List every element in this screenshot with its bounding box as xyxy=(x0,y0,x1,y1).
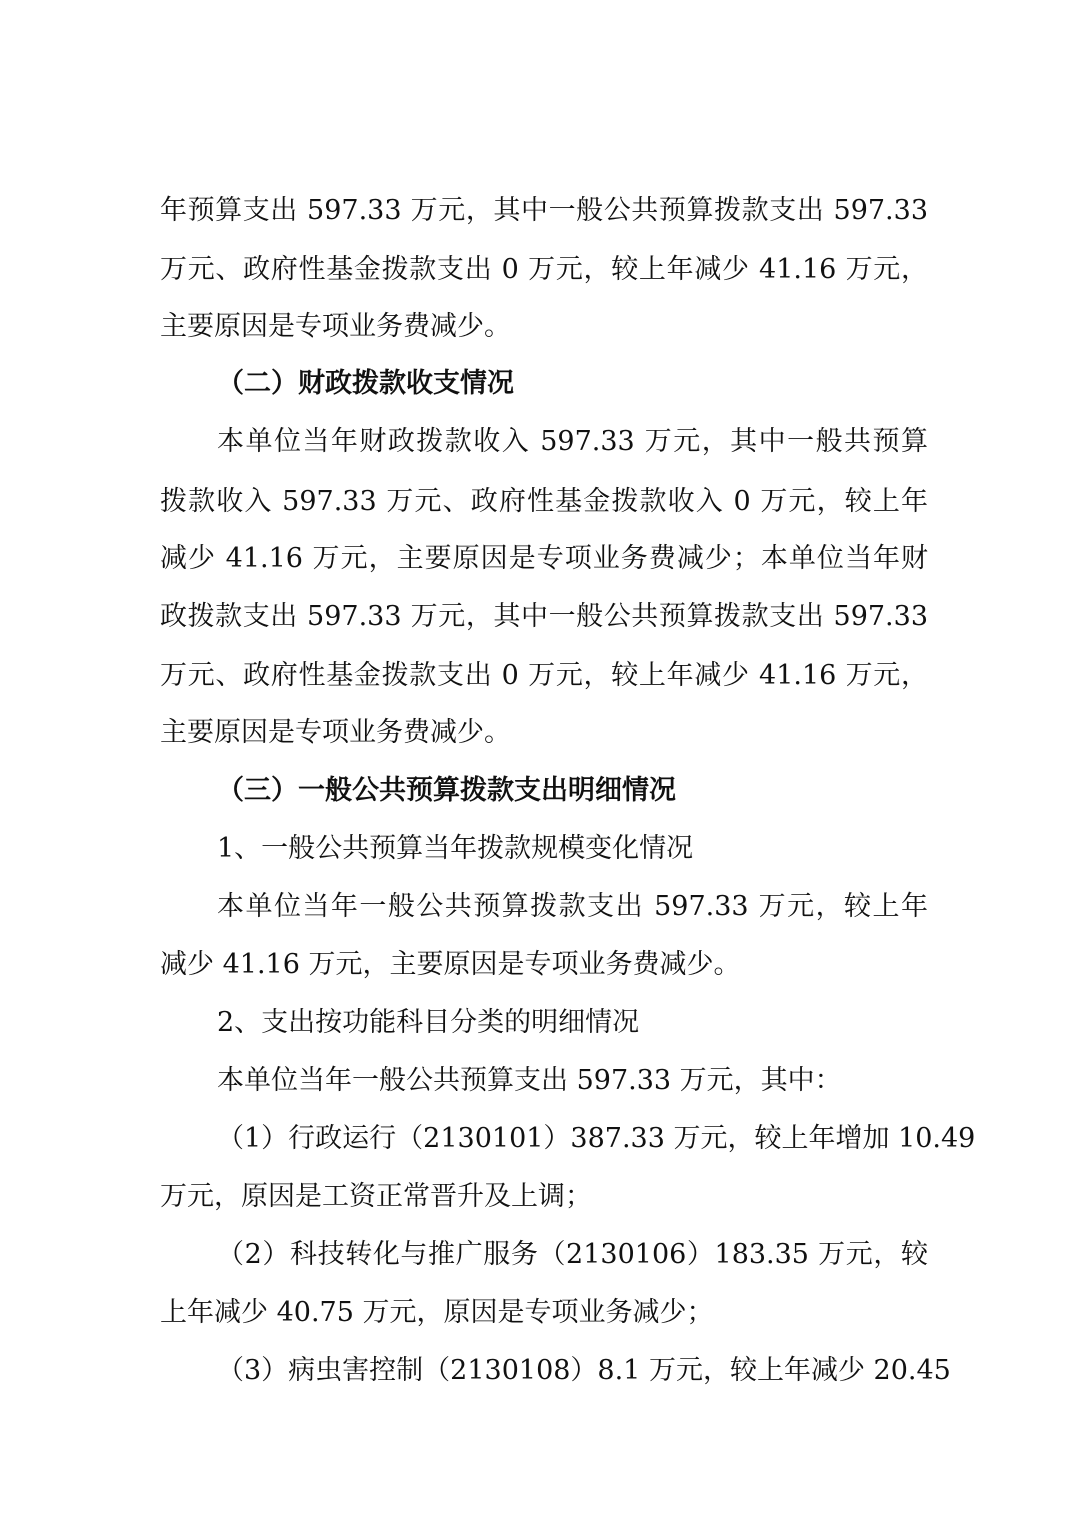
subsection-title: 1、一般公共预算当年拨款规模变化情况 xyxy=(217,833,694,864)
paragraph-line: 本单位当年财政拨款收入 597.33 万元，其中一般共预算 xyxy=(217,426,928,457)
paragraph-line: 本单位当年一般公共预算拨款支出 597.33 万元，较上年 xyxy=(217,891,928,922)
list-item-line: （1）行政运行（2130101）387.33 万元，较上年增加 10.49 xyxy=(217,1123,976,1154)
list-item-line: 万元，原因是工资正常晋升及上调； xyxy=(160,1181,592,1212)
paragraph-line: 减少 41.16 万元，主要原因是专项业务费减少。 xyxy=(160,949,741,980)
paragraph-line: 本单位当年一般公共预算支出 597.33 万元，其中： xyxy=(217,1065,842,1096)
list-item-line: （2）科技转化与推广服务（2130106）183.35 万元，较 xyxy=(217,1239,928,1270)
paragraph-line: 主要原因是专项业务费减少。 xyxy=(160,717,511,748)
section-heading: （二）财政拨款收支情况 xyxy=(217,368,514,399)
section-heading: （三）一般公共预算拨款支出明细情况 xyxy=(217,775,676,806)
paragraph-line: 主要原因是专项业务费减少。 xyxy=(160,311,511,342)
paragraph-line: 万元、政府性基金拨款支出 0 万元，较上年减少 41.16 万元， xyxy=(160,660,928,691)
list-item-line: 上年减少 40.75 万元，原因是专项业务减少； xyxy=(160,1297,714,1328)
paragraph-line: 万元、政府性基金拨款支出 0 万元，较上年减少 41.16 万元， xyxy=(160,254,928,285)
subsection-title: 2、支出按功能科目分类的明细情况 xyxy=(217,1007,640,1038)
paragraph-line: 减少 41.16 万元，主要原因是专项业务费减少；本单位当年财 xyxy=(160,543,928,574)
paragraph-line: 年预算支出 597.33 万元，其中一般公共预算拨款支出 597.33 xyxy=(160,195,928,226)
list-item-line: （3）病虫害控制（2130108）8.1 万元，较上年减少 20.45 xyxy=(217,1355,951,1386)
paragraph-line: 政拨款支出 597.33 万元，其中一般公共预算拨款支出 597.33 xyxy=(160,601,928,632)
paragraph-line: 拨款收入 597.33 万元、政府性基金拨款收入 0 万元，较上年 xyxy=(160,486,928,517)
